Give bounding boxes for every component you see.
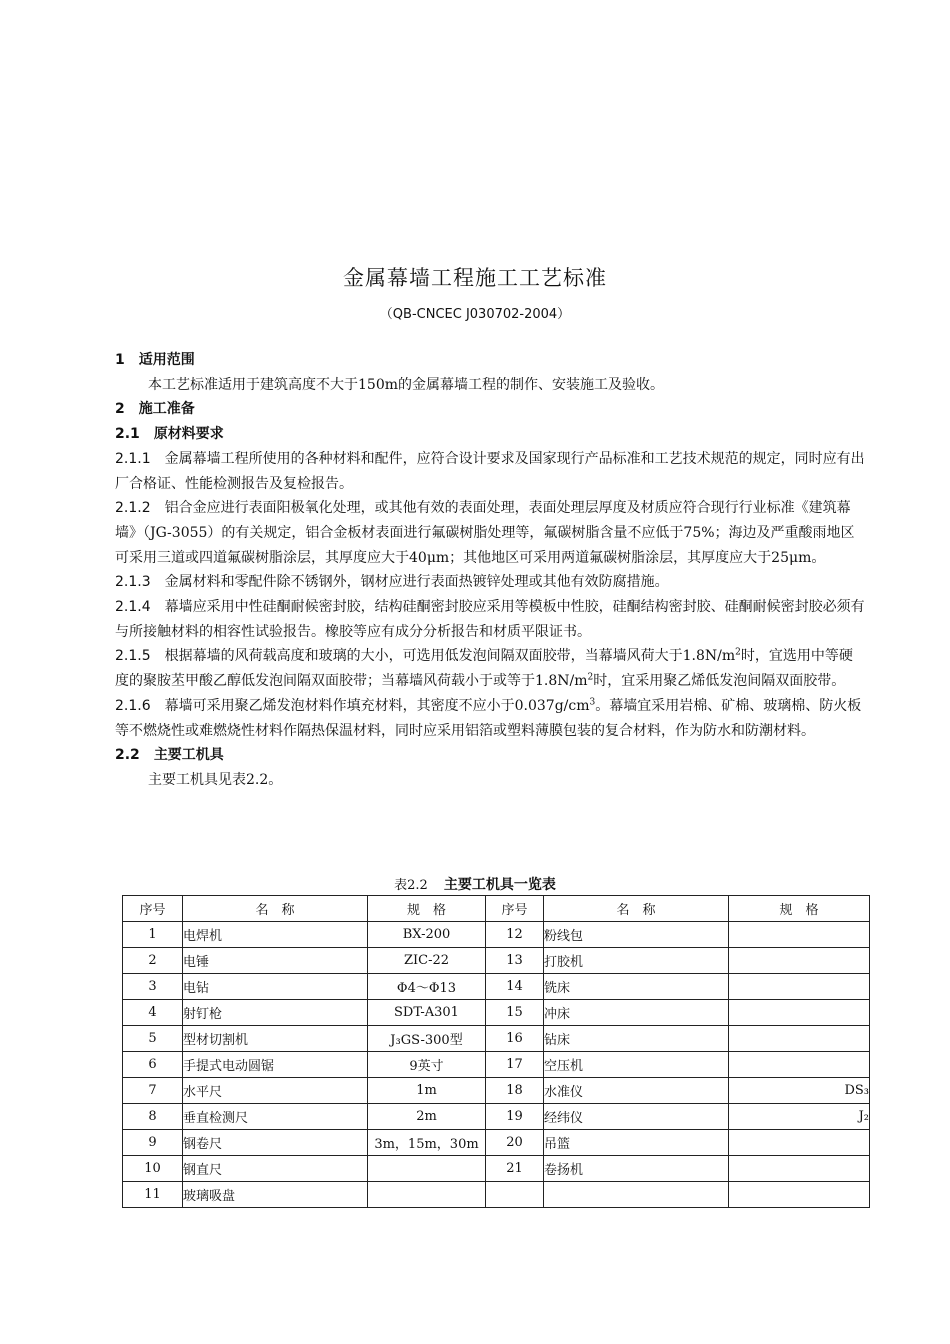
section-title: 适用范围 [138, 352, 195, 368]
seq-cell: 7 [123, 1078, 183, 1104]
table-row [123, 948, 870, 974]
seq-cell: 6 [123, 1052, 183, 1078]
document-body [115, 348, 865, 793]
table-caption [0, 874, 950, 894]
seq-cell: 11 [123, 1182, 183, 1208]
clause-text: 幕墙应采用中性硅酮耐候密封胶，结构硅酮密封胶应采用等模板中性胶，硅酮结构密封胶、硅酮耐候密封胶必须有与所接触材料的相容性试验报告。橡胶等应有成分分析报告和材质平限证书。 [115, 599, 865, 640]
clause-paragraph [115, 570, 865, 595]
spec-cell [729, 948, 870, 974]
section-number: 2 [115, 401, 125, 418]
seq-cell: 5 [123, 1026, 183, 1052]
subsection-heading [115, 422, 865, 447]
superscript: 2 [735, 647, 741, 658]
seq-cell: 13 [486, 948, 544, 974]
seq-cell: 16 [486, 1026, 544, 1052]
spec-cell: BX-200 [368, 922, 486, 948]
spec-cell: Φ4～Φ13 [368, 974, 486, 1000]
clause-text: 金属幕墙工程所使用的各种材料和配件，应符合设计要求及国家现行产品标准和工艺技术规范的规定，同时应有出厂合格证、性能检测报告及复检报告。 [115, 450, 865, 492]
name-cell: 水平尺 [183, 1078, 368, 1104]
table-row [123, 1156, 870, 1182]
clause-number: 2.1.1 [115, 450, 151, 467]
clause-text: 时，宜采用聚乙烯低发泡间隔双面胶带。 [593, 673, 846, 690]
name-cell: 射钉枪 [183, 1000, 368, 1026]
clause-text: 金属材料和零配件除不锈钢外，钢材应进行表面热镀锌处理或其他有效防腐措施。 [164, 574, 669, 591]
seq-cell: 9 [123, 1130, 183, 1156]
spec-cell: 3m，15m，30m [368, 1130, 486, 1156]
seq-cell: 8 [123, 1104, 183, 1130]
name-cell: 垂直检测尺 [183, 1104, 368, 1130]
standard-code: （QB-CNCEC J030702-2004） [379, 307, 571, 322]
clause-number: 2.1.6 [115, 697, 151, 714]
table-title: 主要工机具一览表 [443, 877, 556, 893]
name-cell: 钢直尺 [183, 1156, 368, 1182]
superscript: 2 [587, 672, 594, 683]
clause-number: 2.1.3 [115, 574, 151, 591]
seq-cell: 18 [486, 1078, 544, 1104]
header-cell: 序号 [486, 896, 544, 922]
name-cell: 电钻 [183, 974, 368, 1000]
clause-text: 幕墙可采用聚乙烯发泡材料作填充材料，其密度不应小于0.037g/cm [164, 697, 590, 714]
name-cell: 电锤 [183, 948, 368, 974]
seq-cell: 2 [123, 948, 183, 974]
spec-cell: 2m [368, 1104, 486, 1130]
name-cell: 型材切割机 [183, 1026, 368, 1052]
spec-cell [729, 974, 870, 1000]
spec-cell [729, 1000, 870, 1026]
seq-cell: 1 [123, 922, 183, 948]
seq-cell: 10 [123, 1156, 183, 1182]
table-row [123, 1104, 870, 1130]
spec-cell [729, 1052, 870, 1078]
seq-cell: 3 [123, 974, 183, 1000]
table-row [123, 1182, 870, 1208]
page-title: 金属幕墙工程施工工艺标准 [343, 266, 607, 290]
name-cell: 空压机 [544, 1052, 729, 1078]
spec-cell [729, 1182, 870, 1208]
clause-paragraph [115, 595, 865, 644]
name-cell [544, 1182, 729, 1208]
clause-number: 2.1.2 [115, 500, 151, 517]
subsection-heading [115, 743, 865, 768]
table-row [123, 1052, 870, 1078]
paragraph: 本工艺标准适用于建筑高度不大于150m的金属幕墙工程的制作、安装施工及验收。 [148, 376, 664, 393]
clause-paragraph [115, 496, 865, 570]
paragraph: 主要工机具见表2.2。 [148, 771, 283, 788]
spec-cell: ZIC-22 [368, 948, 486, 974]
seq-cell [486, 1182, 544, 1208]
clause-number: 2.1.4 [115, 599, 151, 616]
table-header-row [123, 896, 870, 922]
name-cell: 水准仪 [544, 1078, 729, 1104]
seq-cell: 15 [486, 1000, 544, 1026]
name-cell: 钻床 [544, 1026, 729, 1052]
name-cell: 卷扬机 [544, 1156, 729, 1182]
section-heading [115, 397, 865, 422]
table-row [123, 974, 870, 1000]
seq-cell: 12 [486, 922, 544, 948]
section-number: 2.2 [115, 747, 140, 764]
clause-text: 时，宜选用中等硬度的聚胺苤甲酸乙醇低发泡间隔双面胶带；当幕墙风荷载小于或等于1.8N/m [115, 648, 853, 690]
table-row [123, 1130, 870, 1156]
seq-cell: 19 [486, 1104, 544, 1130]
clause-paragraph [115, 694, 865, 743]
spec-cell [729, 1130, 870, 1156]
name-cell: 钢卷尺 [183, 1130, 368, 1156]
seq-cell: 4 [123, 1000, 183, 1026]
table-number: 表2.2 [394, 878, 428, 893]
seq-cell: 21 [486, 1156, 544, 1182]
clause-text: 根据幕墙的风荷载高度和玻璃的大小，可选用低发泡间隔双面胶带，当幕墙风荷大于1.8N/m [164, 648, 736, 665]
section-title: 原材料要求 [153, 426, 224, 443]
name-cell: 吊篮 [544, 1130, 729, 1156]
clause-text: 铝合金应进行表面阳极氧化处理，或其他有效的表面处理，表面处理层厚度及材质应符合现行行业标准《建筑幕墙》（JG-3055）的有关规定，铝合金板材表面进行氟碳树脂处理等，氟碳树脂含量不应低于75%；海边及严重酸雨地区可采用三道或四道氟碳树脂涂层，其厚度应大于40μm；其他地区可采用两道氟碳树脂涂层，其厚度应大于25μm。 [115, 500, 855, 566]
clause-paragraph [115, 447, 865, 496]
name-cell: 手提式电动圆锯 [183, 1052, 368, 1078]
section-number: 2.1 [115, 426, 140, 443]
header-cell: 名 称 [183, 896, 368, 922]
header-cell: 规 格 [368, 896, 486, 922]
spec-cell: DS₃ [729, 1078, 870, 1104]
spec-cell: 9英寸 [368, 1052, 486, 1078]
clause-paragraph [115, 644, 865, 693]
seq-cell: 17 [486, 1052, 544, 1078]
clause-text: 。幕墙宜采用岩棉、矿棉、玻璃棉、防火板等不燃烧性或难燃烧性材料作隔热保温材料，同时应采用铝箔或塑料薄膜包装的复合材料，作为防水和防潮材料。 [115, 697, 862, 739]
clause-number: 2.1.5 [115, 648, 151, 665]
spec-cell [729, 1026, 870, 1052]
spec-cell: J₃GS-300型 [368, 1026, 486, 1052]
header-cell: 规 格 [729, 896, 870, 922]
name-cell: 玻璃吸盘 [183, 1182, 368, 1208]
table-row [123, 1078, 870, 1104]
name-cell: 铣床 [544, 974, 729, 1000]
table-row [123, 1026, 870, 1052]
section-number: 1 [115, 352, 125, 368]
seq-cell: 20 [486, 1130, 544, 1156]
name-cell: 经纬仪 [544, 1104, 729, 1130]
header-cell: 名 称 [544, 896, 729, 922]
name-cell: 打胶机 [544, 948, 729, 974]
section-heading [115, 348, 865, 373]
table-row [123, 1000, 870, 1026]
table-row [123, 922, 870, 948]
section-title: 主要工机具 [153, 747, 224, 764]
spec-cell: J₂ [729, 1104, 870, 1130]
seq-cell: 14 [486, 974, 544, 1000]
section-title: 施工准备 [138, 401, 195, 418]
header-cell: 序号 [123, 896, 183, 922]
spec-cell [729, 922, 870, 948]
spec-cell: SDT-A301 [368, 1000, 486, 1026]
spec-cell [368, 1182, 486, 1208]
tools-table [122, 895, 870, 1208]
superscript: 3 [589, 697, 596, 708]
name-cell: 电焊机 [183, 922, 368, 948]
spec-cell [368, 1156, 486, 1182]
spec-cell: 1m [368, 1078, 486, 1104]
name-cell: 冲床 [544, 1000, 729, 1026]
name-cell: 粉线包 [544, 922, 729, 948]
spec-cell [729, 1156, 870, 1182]
